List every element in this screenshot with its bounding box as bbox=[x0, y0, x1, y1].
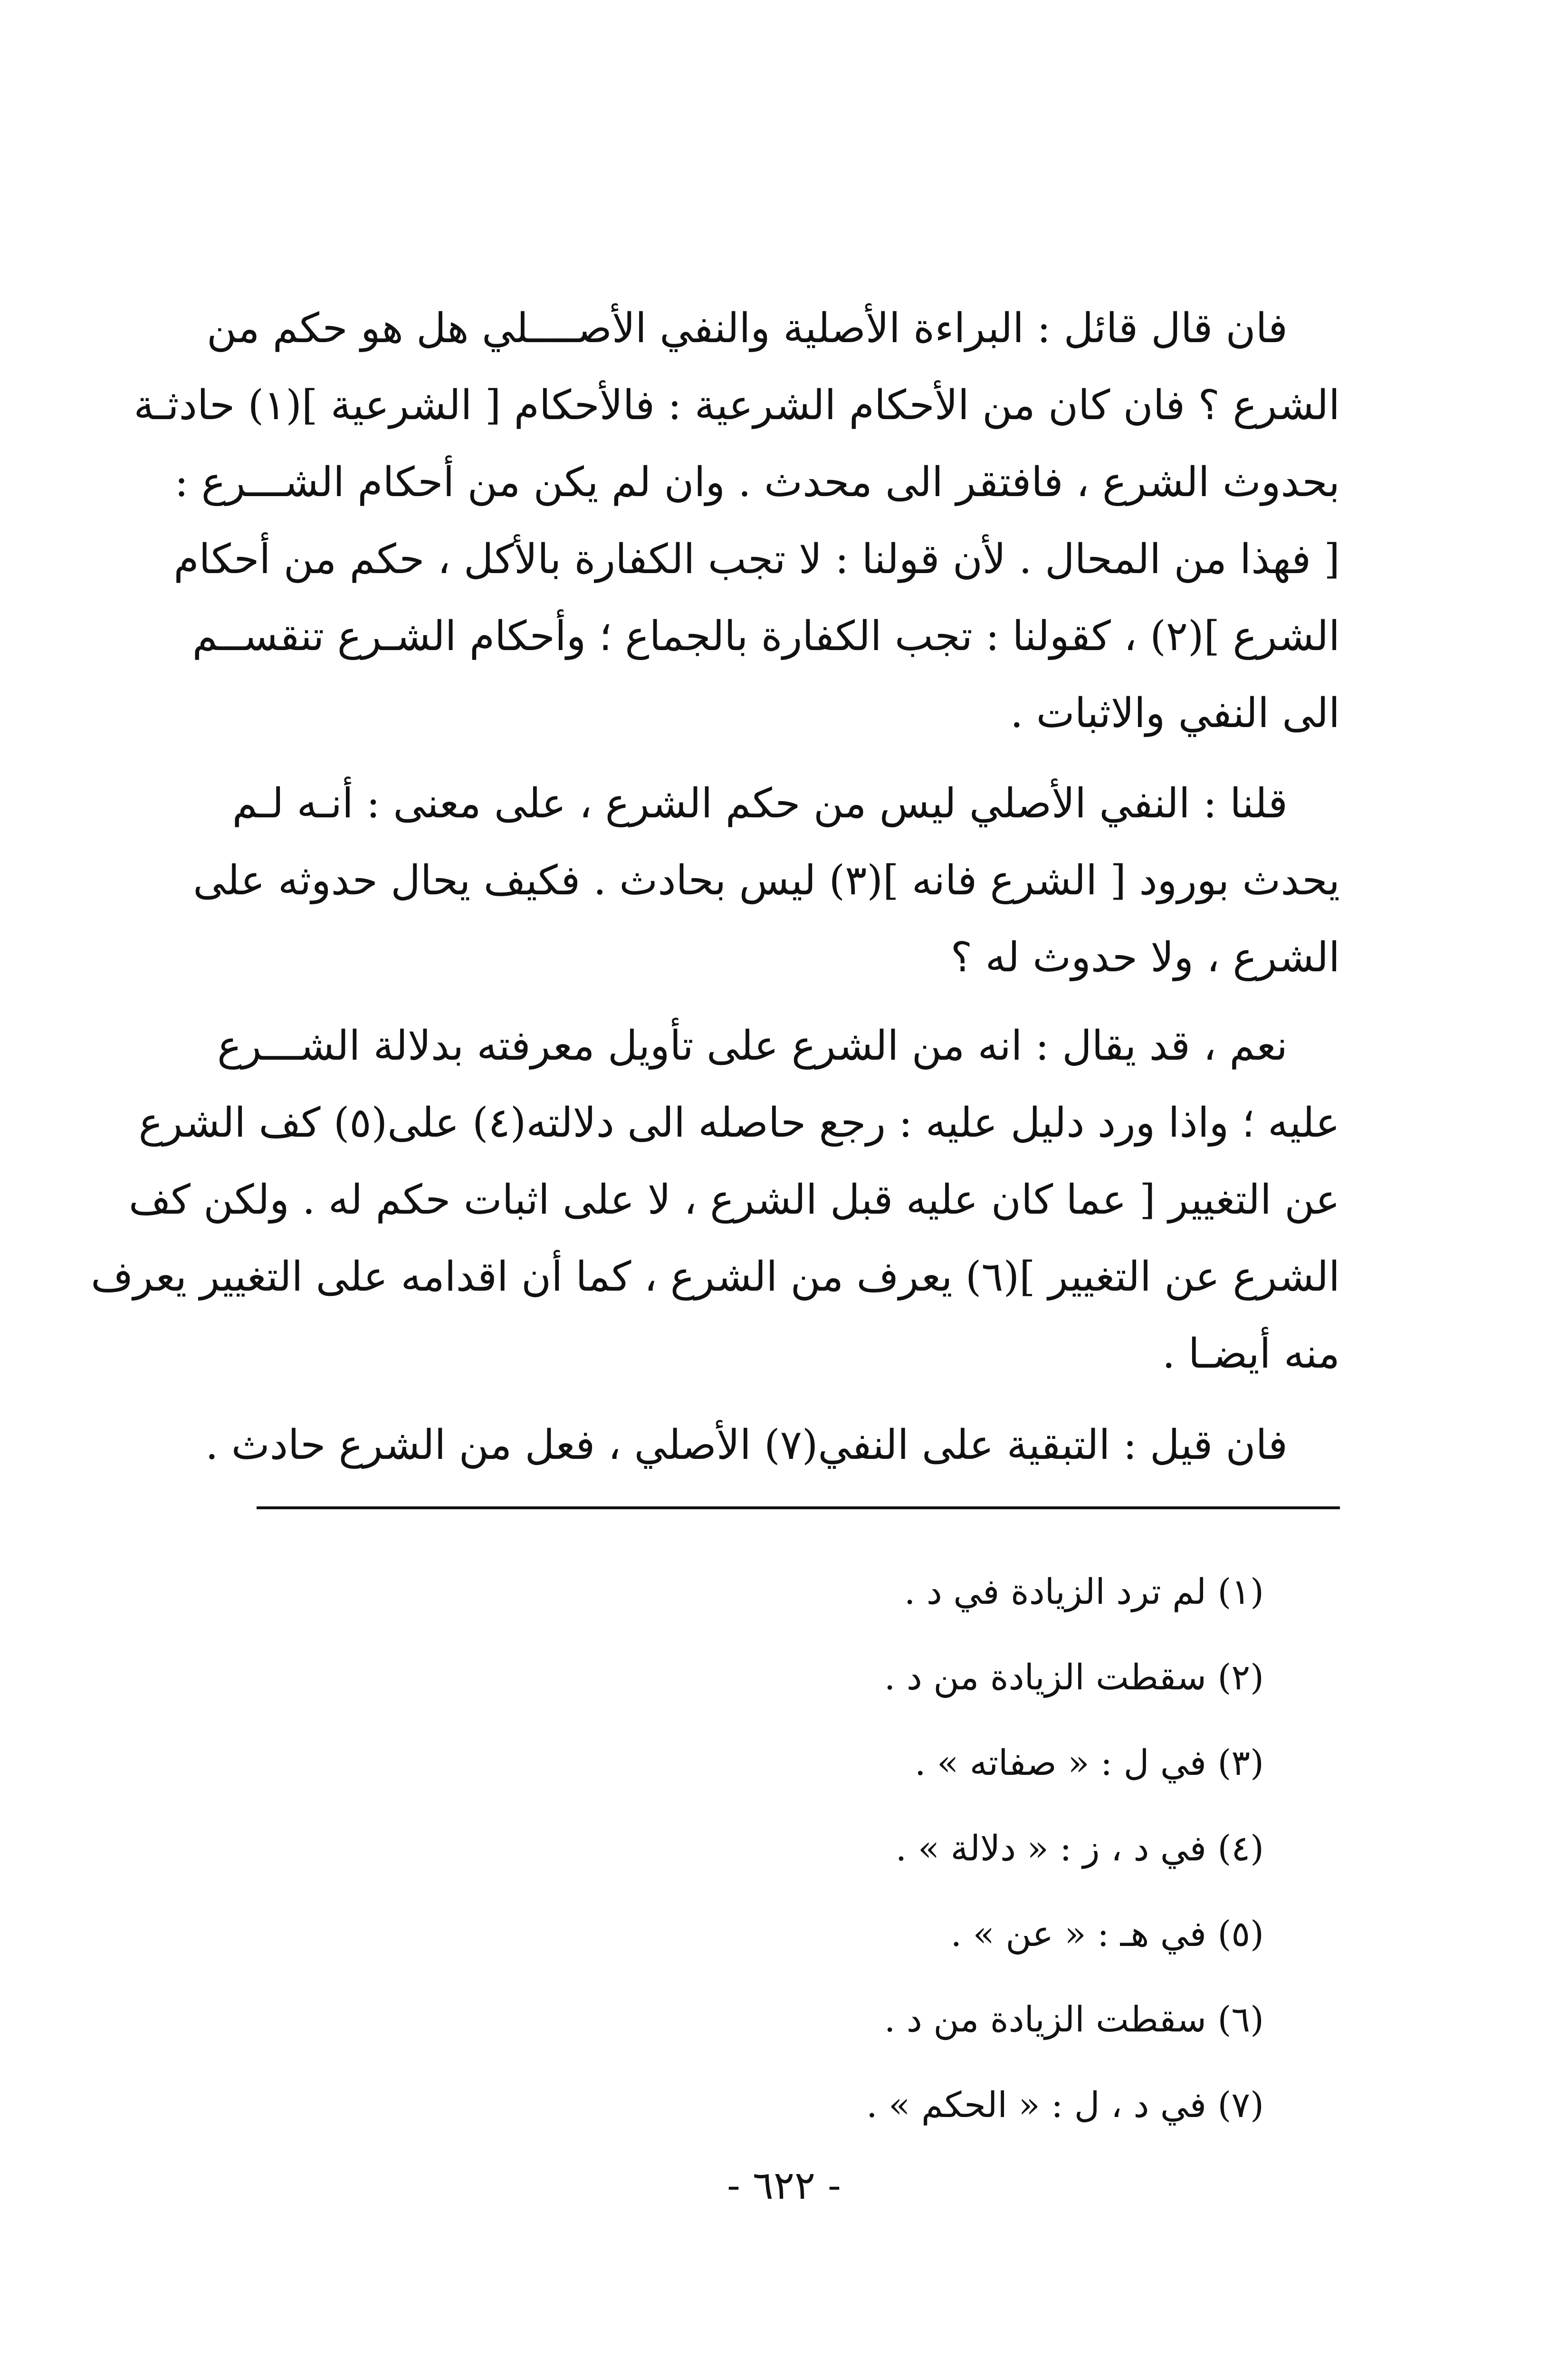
paragraph-1 bbox=[134, 290, 1340, 752]
text-line: الى النفي والاثبات . bbox=[1010, 690, 1340, 737]
text-line: قلنا : النفي الأصلي ليس من حكم الشرع ، على معنى : أنـه لـم bbox=[232, 780, 1288, 827]
footnote-4: (٤) في د ، ز : « دلالة » . bbox=[895, 1828, 1264, 1869]
text-line: بحدوث الشرع ، فافتقر الى محدث . وان لم يكن من أحكام الشـــرع : bbox=[174, 459, 1340, 506]
text-line: فان قال قائل : البراءة الأصلية والنفي الأصــــلي هل هو حكم من bbox=[206, 305, 1288, 352]
text-line: عليه ؛ واذا ورد دليل عليه : رجع حاصله الى دلالته(٤) على(٥) كف الشرع bbox=[138, 1099, 1340, 1147]
text-line: نعم ، قد يقال : انه من الشرع على تأويل معرفته بدلالة الشـــرع bbox=[217, 1022, 1288, 1070]
page-number: - ٦٢٢ - bbox=[727, 2163, 841, 2208]
text-line: يحدث بورود [ الشرع فانه ](٣) ليس بحادث . فكيف يحال حدوثه على bbox=[193, 857, 1340, 904]
text-line: الشرع ، ولا حدوث له ؟ bbox=[950, 934, 1340, 981]
footnote-2: (٢) سقطت الزيادة من د . bbox=[884, 1657, 1264, 1698]
paragraph-3 bbox=[91, 1007, 1340, 1392]
footnote-separator bbox=[257, 1506, 1340, 1509]
text-line: الشرع ؟ فان كان من الأحكام الشرعية : فالأحكام [ الشرعية ](١) حادثـة bbox=[134, 382, 1340, 429]
footnote-6: (٦) سقطت الزيادة من د . bbox=[884, 1999, 1264, 2040]
text-line: عن التغيير [ عما كان عليه قبل الشرع ، لا على اثبات حكم له . ولكن كف bbox=[128, 1176, 1340, 1224]
text-line: [ فهذا من المحال . لأن قولنا : لا تجب الكفارة بالأكل ، حكم من أحكام bbox=[173, 536, 1340, 583]
footnote-7: (٧) في د ، ل : « الحكم » . bbox=[866, 2085, 1264, 2126]
footnote-3: (٣) في ل : « صفاته » . bbox=[914, 1743, 1264, 1783]
text-line: فان قيل : التبقية على النفي(٧) الأصلي ، فعل من الشرع حادث . bbox=[205, 1421, 1288, 1469]
footnote-1: (١) لم ترد الزيادة في د . bbox=[904, 1571, 1264, 1612]
paragraph-2 bbox=[193, 765, 1340, 996]
footnote-5: (٥) في هـ : « عن » . bbox=[950, 1914, 1264, 1954]
text-line: منه أيضـا . bbox=[1162, 1330, 1340, 1378]
footnotes bbox=[475, 1549, 1264, 2148]
text-line: الشرع عن التغيير ](٦) يعرف من الشرع ، كما أن اقدامه على التغيير يعرف bbox=[91, 1253, 1340, 1301]
text-line: الشرع ](٢) ، كقولنا : تجب الكفارة بالجماع ؛ وأحكام الشـرع تنقســم bbox=[192, 613, 1340, 660]
paragraph-4 bbox=[205, 1407, 1340, 1484]
